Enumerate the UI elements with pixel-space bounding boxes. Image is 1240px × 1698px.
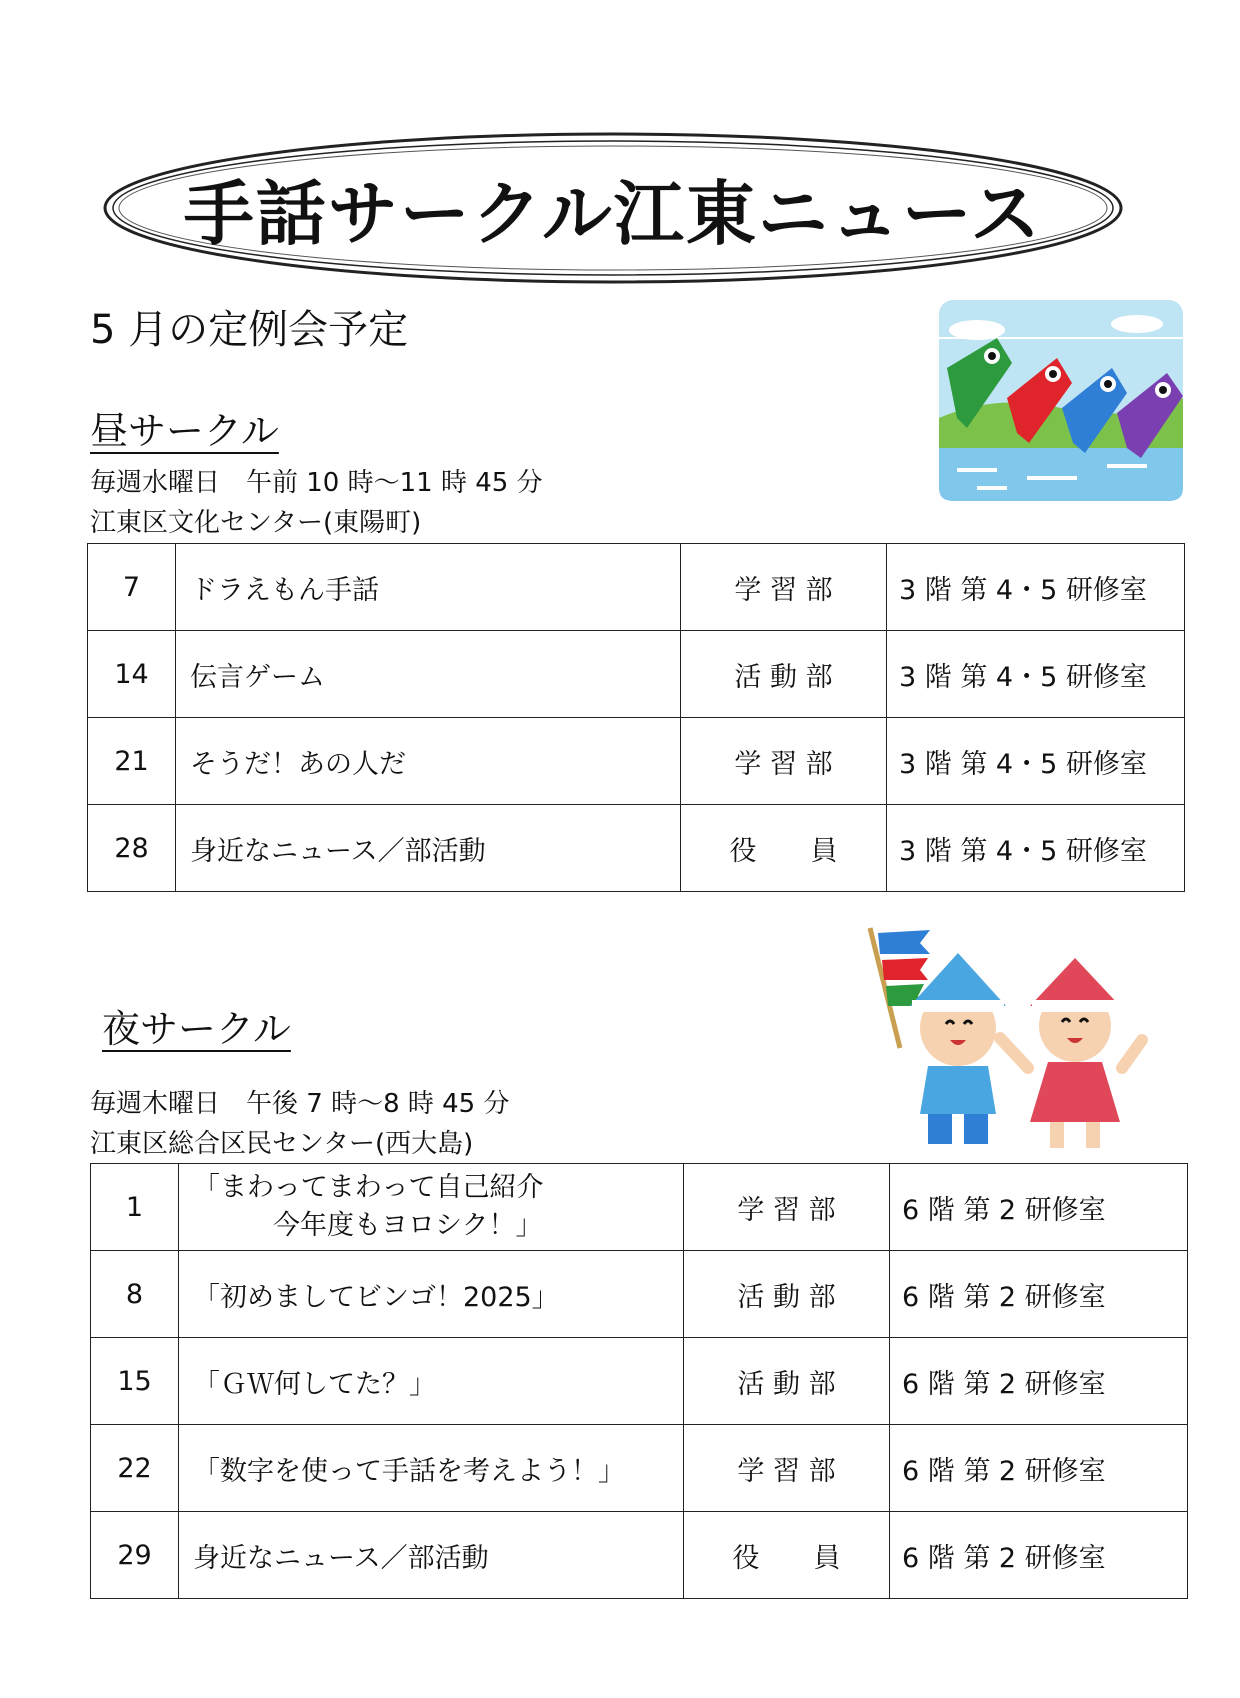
night-circle-venue: 江東区総合区民センター(西大島) [90,1129,474,1159]
table-row [91,1425,1188,1512]
table-row [88,718,1185,805]
table-row [88,631,1185,718]
topic-cell: ドラえもん手話 [176,544,681,631]
night-circle-table [90,1163,1188,1599]
department-cell: 役 員 [684,1512,890,1599]
topic-cell: そうだ！あの人だ [176,718,681,805]
date-cell: 1 [91,1164,179,1251]
date-cell: 15 [91,1338,179,1425]
topic-line: 「まわってまわって自己紹介 [193,1172,544,1203]
title-banner [98,128,1128,288]
room-cell: 6 階 第 2 研修室 [890,1251,1188,1338]
night-circle-heading: 夜サークル [102,1007,291,1051]
topic-cell: 「数字を使って手話を考えよう！」 [179,1425,684,1512]
table-row [91,1512,1188,1599]
topic-cell: 伝言ゲーム [176,631,681,718]
room-cell: 6 階 第 2 研修室 [890,1512,1188,1599]
day-circle-venue: 江東区文化センター(東陽町) [90,508,422,538]
room-cell: 3 階 第 4・5 研修室 [887,718,1185,805]
topic-cell: 「初めましてビンゴ！2025」 [179,1251,684,1338]
date-cell: 29 [91,1512,179,1599]
date-cell: 8 [91,1251,179,1338]
kids-kabuto-illustration [850,918,1150,1162]
night-circle-schedule: 毎週木曜日 午後 7 時～8 時 45 分 [90,1089,510,1119]
date-cell: 28 [88,805,176,892]
table-row [88,805,1185,892]
table-row [88,544,1185,631]
department-cell: 学 習 部 [684,1425,890,1512]
date-cell: 22 [91,1425,179,1512]
date-cell: 21 [88,718,176,805]
department-cell: 活 動 部 [684,1251,890,1338]
room-cell: 6 階 第 2 研修室 [890,1164,1188,1251]
department-cell: 活 動 部 [684,1338,890,1425]
room-cell: 3 階 第 4・5 研修室 [887,544,1185,631]
topic-cell: 身近なニュース／部活動 [179,1512,684,1599]
room-cell: 3 階 第 4・5 研修室 [887,631,1185,718]
room-cell: 6 階 第 2 研修室 [890,1425,1188,1512]
room-cell: 6 階 第 2 研修室 [890,1338,1188,1425]
table-row [91,1338,1188,1425]
topic-cell: 身近なニュース／部活動 [176,805,681,892]
month-schedule-heading: 5 月の定例会予定 [90,307,409,353]
topic-cell [179,1164,684,1251]
date-cell: 14 [88,631,176,718]
department-cell: 学 習 部 [681,544,887,631]
department-cell: 活 動 部 [681,631,887,718]
day-circle-table [87,543,1185,892]
room-cell: 3 階 第 4・5 研修室 [887,805,1185,892]
department-cell: 学 習 部 [681,718,887,805]
department-cell: 学 習 部 [684,1164,890,1251]
topic-line: 今年度もヨロシク！」 [273,1210,543,1241]
table-row [91,1164,1188,1251]
topic-cell: 「ＧＷ何してた？」 [179,1338,684,1425]
date-cell: 7 [88,544,176,631]
department-cell: 役 員 [681,805,887,892]
table-row [91,1251,1188,1338]
koinobori-illustration [937,298,1185,507]
day-circle-heading: 昼サークル [90,409,279,453]
page-title: 手話サークル江東ニュース [183,172,1043,255]
day-circle-schedule: 毎週水曜日 午前 10 時～11 時 45 分 [90,468,543,498]
